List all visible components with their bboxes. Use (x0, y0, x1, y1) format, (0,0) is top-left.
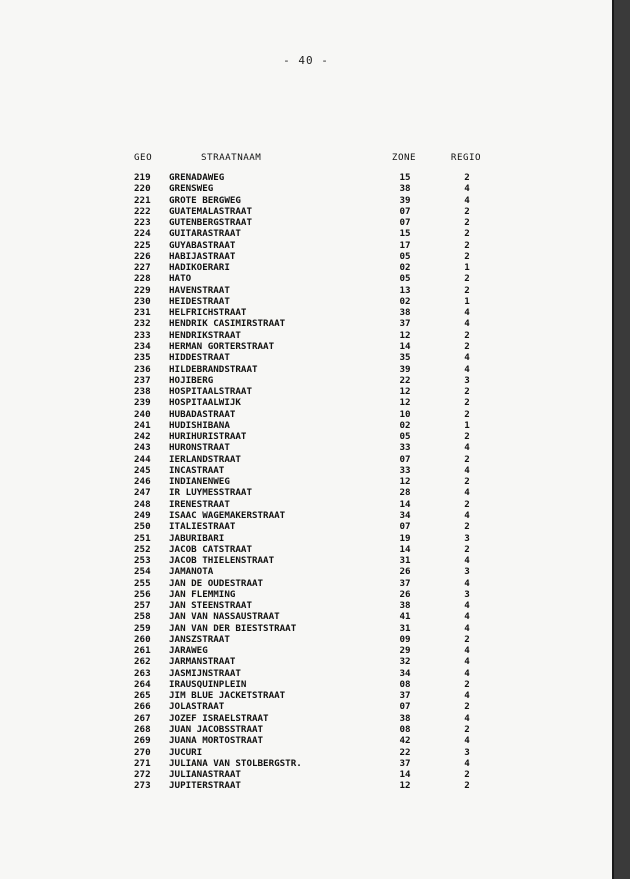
straatnaam-cell: HURIHURISTRAAT (169, 431, 247, 443)
straatnaam-cell: JACOB THIELENSTRAAT (169, 555, 275, 567)
regio-cell: 2 (464, 701, 470, 713)
header-zone: ZONE (391, 152, 417, 163)
straatnaam-cell: JACOB CATSTRAAT (169, 543, 252, 555)
regio-cell: 4 (464, 442, 470, 454)
table-row (134, 183, 494, 194)
table-row (134, 566, 494, 577)
zone-cell: 05 (399, 431, 411, 443)
straatnaam-cell: HABIJASTRAAT (169, 250, 236, 262)
geo-cell: 219 (134, 172, 151, 183)
straatnaam-cell: HATO (169, 273, 192, 285)
geo-cell: 235 (134, 352, 151, 364)
table-row (134, 510, 494, 521)
regio-cell: 4 (464, 712, 470, 724)
regio-cell: 4 (464, 645, 470, 657)
table-row (134, 668, 494, 679)
straatnaam-cell: HIDDESTRAAT (169, 352, 230, 364)
geo-cell: 228 (134, 273, 151, 285)
header-regio: REGIO (450, 152, 482, 163)
straatnaam-cell: HURONSTRAAT (169, 442, 230, 454)
zone-cell: 29 (399, 645, 411, 657)
regio-cell: 2 (464, 284, 470, 296)
geo-cell: 272 (134, 769, 151, 781)
zone-cell: 38 (399, 307, 411, 319)
table-row (134, 521, 494, 532)
straatnaam-cell: HUDISHIBANA (169, 419, 230, 431)
geo-cell: 253 (134, 555, 151, 567)
table-row (134, 656, 494, 667)
geo-cell: 230 (134, 295, 151, 307)
zone-cell: 41 (399, 611, 411, 623)
table-row (134, 769, 494, 780)
zone-cell: 26 (399, 588, 411, 600)
table-row (134, 623, 494, 634)
regio-cell: 2 (464, 633, 470, 645)
geo-cell: 224 (134, 228, 151, 240)
zone-cell: 12 (399, 397, 411, 409)
straatnaam-cell: GUYABASTRAAT (169, 239, 236, 251)
geo-cell: 250 (134, 521, 151, 533)
table-row (134, 645, 494, 656)
straatnaam-cell: JARAWEG (169, 645, 208, 657)
table-row (134, 296, 494, 307)
zone-cell: 17 (399, 239, 411, 251)
straatnaam-cell: JUPITERSTRAAT (169, 780, 241, 792)
straatnaam-cell: JUCURI (169, 746, 203, 758)
regio-cell: 4 (464, 307, 470, 319)
zone-cell: 12 (399, 386, 411, 398)
table-row (134, 251, 494, 262)
zone-cell: 05 (399, 273, 411, 285)
table-row (134, 442, 494, 453)
header-geo: GEO (134, 152, 153, 163)
table-row (134, 386, 494, 397)
table-row (134, 724, 494, 735)
regio-cell: 2 (464, 172, 470, 183)
table-row (134, 273, 494, 284)
geo-cell: 225 (134, 239, 151, 251)
geo-cell: 254 (134, 566, 151, 578)
zone-cell: 31 (399, 555, 411, 567)
zone-cell: 32 (399, 656, 411, 668)
regio-cell: 2 (464, 453, 470, 465)
table-row (134, 420, 494, 431)
straatnaam-cell: JAN STEENSTRAAT (169, 600, 252, 612)
regio-cell: 2 (464, 431, 470, 443)
regio-cell: 3 (464, 532, 470, 544)
straatnaam-cell: HOJIBERG (169, 374, 214, 386)
regio-cell: 4 (464, 509, 470, 521)
regio-cell: 2 (464, 780, 470, 792)
zone-cell: 14 (399, 498, 411, 510)
table-row (134, 679, 494, 690)
table-row (134, 747, 494, 758)
geo-cell: 264 (134, 678, 151, 690)
table-row (134, 172, 494, 183)
zone-cell: 12 (399, 329, 411, 341)
geo-cell: 252 (134, 543, 151, 555)
geo-cell: 238 (134, 386, 151, 398)
regio-cell: 2 (464, 273, 470, 285)
table-row (134, 285, 494, 296)
regio-cell: 4 (464, 611, 470, 623)
straatnaam-cell: GRENADAWEG (169, 172, 225, 183)
straatnaam-cell: JAN DE OUDESTRAAT (169, 577, 264, 589)
straatnaam-cell: JANSZSTRAAT (169, 633, 230, 645)
zone-cell: 07 (399, 217, 411, 229)
zone-cell: 07 (399, 521, 411, 533)
table-row (134, 195, 494, 206)
regio-cell: 4 (464, 183, 470, 195)
table-row (134, 364, 494, 375)
geo-cell: 247 (134, 487, 151, 499)
geo-cell: 227 (134, 262, 151, 274)
zone-cell: 15 (399, 228, 411, 240)
zone-cell: 38 (399, 183, 411, 195)
zone-cell: 33 (399, 442, 411, 454)
zone-cell: 07 (399, 205, 411, 217)
straatnaam-cell: IERLANDSTRAAT (169, 453, 241, 465)
zone-cell: 02 (399, 262, 411, 274)
table-row (134, 352, 494, 363)
table-row (134, 465, 494, 476)
zone-cell: 05 (399, 250, 411, 262)
table-row (134, 487, 494, 498)
regio-cell: 2 (464, 386, 470, 398)
zone-cell: 19 (399, 532, 411, 544)
table-row (134, 735, 494, 746)
straatnaam-cell: GRENSWEG (169, 183, 214, 195)
straatnaam-cell: JASMIJNSTRAAT (169, 667, 241, 679)
zone-cell: 22 (399, 374, 411, 386)
table-row (134, 611, 494, 622)
geo-cell: 222 (134, 205, 151, 217)
table-row (134, 713, 494, 724)
geo-cell: 256 (134, 588, 151, 600)
straatnaam-cell: JOLASTRAAT (169, 701, 225, 713)
regio-cell: 1 (464, 262, 470, 274)
regio-cell: 3 (464, 746, 470, 758)
zone-cell: 08 (399, 678, 411, 690)
regio-cell: 2 (464, 205, 470, 217)
table-row (134, 533, 494, 544)
straatnaam-cell: GUITARASTRAAT (169, 228, 241, 240)
geo-cell: 262 (134, 656, 151, 668)
zone-cell: 14 (399, 769, 411, 781)
geo-cell: 265 (134, 690, 151, 702)
regio-cell: 1 (464, 295, 470, 307)
table-row (134, 690, 494, 701)
regio-cell: 3 (464, 588, 470, 600)
table-row (134, 600, 494, 611)
zone-cell: 35 (399, 352, 411, 364)
straatnaam-cell: INDIANENWEG (169, 476, 230, 488)
regio-cell: 4 (464, 690, 470, 702)
table-row (134, 240, 494, 251)
table-row (134, 701, 494, 712)
straatnaam-cell: JAN FLEMMING (169, 588, 236, 600)
table-row (134, 454, 494, 465)
regio-cell: 4 (464, 735, 470, 747)
geo-cell: 220 (134, 183, 151, 195)
regio-cell: 4 (464, 194, 470, 206)
geo-cell: 246 (134, 476, 151, 488)
table-row (134, 217, 494, 228)
straatnaam-cell: IRAUSQUINPLEIN (169, 678, 247, 690)
straatnaam-cell: JARMANSTRAAT (169, 656, 236, 668)
zone-cell: 12 (399, 476, 411, 488)
regio-cell: 2 (464, 724, 470, 736)
straatnaam-cell: JAN VAN DER BIESTSTRAAT (169, 622, 297, 634)
straatnaam-cell: HOSPITAALWIJK (169, 397, 241, 409)
straatnaam-cell: JOZEF ISRAELSTRAAT (169, 712, 269, 724)
table-row (134, 307, 494, 318)
table-row (134, 228, 494, 239)
geo-cell: 231 (134, 307, 151, 319)
table-row (134, 634, 494, 645)
zone-cell: 22 (399, 746, 411, 758)
straatnaam-cell: JULIANASTRAAT (169, 769, 241, 781)
geo-cell: 242 (134, 431, 151, 443)
regio-cell: 2 (464, 250, 470, 262)
zone-cell: 15 (399, 172, 411, 183)
table-row (134, 780, 494, 791)
geo-cell: 263 (134, 667, 151, 679)
table-row (134, 578, 494, 589)
regio-cell: 4 (464, 622, 470, 634)
geo-cell: 232 (134, 318, 151, 330)
geo-cell: 221 (134, 194, 151, 206)
geo-cell: 258 (134, 611, 151, 623)
regio-cell: 2 (464, 521, 470, 533)
zone-cell: 28 (399, 487, 411, 499)
table-row (134, 431, 494, 442)
straatnaam-cell: JULIANA VAN STOLBERGSTR. (169, 757, 302, 769)
geo-cell: 269 (134, 735, 151, 747)
geo-cell: 257 (134, 600, 151, 612)
geo-cell: 234 (134, 340, 151, 352)
header-straatnaam: STRAATNAAM (201, 152, 262, 163)
zone-cell: 07 (399, 701, 411, 713)
straatnaam-cell: HERMAN GORTERSTRAAT (169, 340, 275, 352)
regio-cell: 3 (464, 566, 470, 578)
zone-cell: 38 (399, 712, 411, 724)
table-row (134, 409, 494, 420)
straatnaam-cell: HADIKOERARI (169, 262, 230, 274)
zone-cell: 07 (399, 453, 411, 465)
zone-cell: 38 (399, 600, 411, 612)
straatnaam-cell: JAN VAN NASSAUSTRAAT (169, 611, 280, 623)
straatnaam-cell: IRENESTRAAT (169, 498, 230, 510)
table-row (134, 476, 494, 487)
regio-cell: 2 (464, 476, 470, 488)
straatnaam-cell: HAVENSTRAAT (169, 284, 230, 296)
straatnaam-cell: INCASTRAAT (169, 464, 225, 476)
geo-cell: 236 (134, 363, 151, 375)
regio-cell: 2 (464, 498, 470, 510)
straatnaam-cell: JAMANOTA (169, 566, 214, 578)
zone-cell: 39 (399, 363, 411, 375)
zone-cell: 33 (399, 464, 411, 476)
regio-cell: 4 (464, 667, 470, 679)
zone-cell: 14 (399, 340, 411, 352)
geo-cell: 248 (134, 498, 151, 510)
table-row (134, 758, 494, 769)
straatnaam-cell: HUBADASTRAAT (169, 408, 236, 420)
regio-cell: 4 (464, 464, 470, 476)
table-body (134, 172, 494, 792)
straatnaam-cell: ITALIESTRAAT (169, 521, 236, 533)
regio-cell: 4 (464, 656, 470, 668)
straatnaam-cell: JUANA MORTOSTRAAT (169, 735, 264, 747)
table-row (134, 375, 494, 386)
geo-cell: 260 (134, 633, 151, 645)
regio-cell: 4 (464, 555, 470, 567)
geo-cell: 245 (134, 464, 151, 476)
straatnaam-cell: IR LUYMESSTRAAT (169, 487, 252, 499)
geo-cell: 226 (134, 250, 151, 262)
geo-cell: 244 (134, 453, 151, 465)
geo-cell: 229 (134, 284, 151, 296)
zone-cell: 26 (399, 566, 411, 578)
regio-cell: 4 (464, 577, 470, 589)
zone-cell: 14 (399, 543, 411, 555)
geo-cell: 251 (134, 532, 151, 544)
geo-cell: 267 (134, 712, 151, 724)
geo-cell: 261 (134, 645, 151, 657)
straatnaam-cell: JIM BLUE JACKETSTRAAT (169, 690, 286, 702)
regio-cell: 2 (464, 397, 470, 409)
regio-cell: 4 (464, 363, 470, 375)
regio-cell: 2 (464, 340, 470, 352)
straatnaam-cell: HENDRIK CASIMIRSTRAAT (169, 318, 286, 330)
geo-cell: 255 (134, 577, 151, 589)
zone-cell: 34 (399, 667, 411, 679)
zone-cell: 37 (399, 318, 411, 330)
geo-cell: 240 (134, 408, 151, 420)
geo-cell: 271 (134, 757, 151, 769)
regio-cell: 2 (464, 408, 470, 420)
zone-cell: 02 (399, 295, 411, 307)
regio-cell: 4 (464, 600, 470, 612)
regio-cell: 2 (464, 217, 470, 229)
zone-cell: 37 (399, 577, 411, 589)
regio-cell: 4 (464, 352, 470, 364)
table-row (134, 330, 494, 341)
regio-cell: 2 (464, 228, 470, 240)
straatnaam-cell: HELFRICHSTRAAT (169, 307, 247, 319)
regio-cell: 2 (464, 239, 470, 251)
geo-cell: 239 (134, 397, 151, 409)
table-header (134, 152, 494, 172)
table-row (134, 397, 494, 408)
zone-cell: 12 (399, 780, 411, 792)
regio-cell: 4 (464, 487, 470, 499)
straatnaam-cell: GUATEMALASTRAAT (169, 205, 252, 217)
regio-cell: 2 (464, 543, 470, 555)
zone-cell: 13 (399, 284, 411, 296)
straatnaam-cell: HOSPITAALSTRAAT (169, 386, 252, 398)
geo-cell: 266 (134, 701, 151, 713)
table-row (134, 341, 494, 352)
geo-cell: 273 (134, 780, 151, 792)
street-table (134, 152, 494, 792)
regio-cell: 2 (464, 678, 470, 690)
table-row (134, 555, 494, 566)
geo-cell: 237 (134, 374, 151, 386)
table-row (134, 318, 494, 329)
zone-cell: 02 (399, 419, 411, 431)
table-row (134, 499, 494, 510)
zone-cell: 08 (399, 724, 411, 736)
straatnaam-cell: HEIDESTRAAT (169, 295, 230, 307)
geo-cell: 259 (134, 622, 151, 634)
straatnaam-cell: HILDEBRANDSTRAAT (169, 363, 258, 375)
zone-cell: 37 (399, 690, 411, 702)
page-number: - 40 - (283, 54, 329, 67)
geo-cell: 233 (134, 329, 151, 341)
geo-cell: 223 (134, 217, 151, 229)
regio-cell: 3 (464, 374, 470, 386)
zone-cell: 42 (399, 735, 411, 747)
geo-cell: 243 (134, 442, 151, 454)
regio-cell: 2 (464, 329, 470, 341)
regio-cell: 4 (464, 757, 470, 769)
regio-cell: 4 (464, 318, 470, 330)
zone-cell: 37 (399, 757, 411, 769)
table-row (134, 589, 494, 600)
zone-cell: 31 (399, 622, 411, 634)
zone-cell: 34 (399, 509, 411, 521)
zone-cell: 39 (399, 194, 411, 206)
regio-cell: 1 (464, 419, 470, 431)
table-row (134, 262, 494, 273)
table-row (134, 206, 494, 217)
straatnaam-cell: ISAAC WAGEMAKERSTRAAT (169, 509, 286, 521)
straatnaam-cell: GROTE BERGWEG (169, 194, 241, 206)
straatnaam-cell: JABURIBARI (169, 532, 225, 544)
geo-cell: 270 (134, 746, 151, 758)
geo-cell: 268 (134, 724, 151, 736)
zone-cell: 09 (399, 633, 411, 645)
straatnaam-cell: GUTENBERGSTRAAT (169, 217, 252, 229)
straatnaam-cell: HENDRIKSTRAAT (169, 329, 241, 341)
zone-cell: 10 (399, 408, 411, 420)
geo-cell: 249 (134, 509, 151, 521)
geo-cell: 241 (134, 419, 151, 431)
straatnaam-cell: JUAN JACOBSSTRAAT (169, 724, 264, 736)
regio-cell: 2 (464, 769, 470, 781)
table-row (134, 544, 494, 555)
